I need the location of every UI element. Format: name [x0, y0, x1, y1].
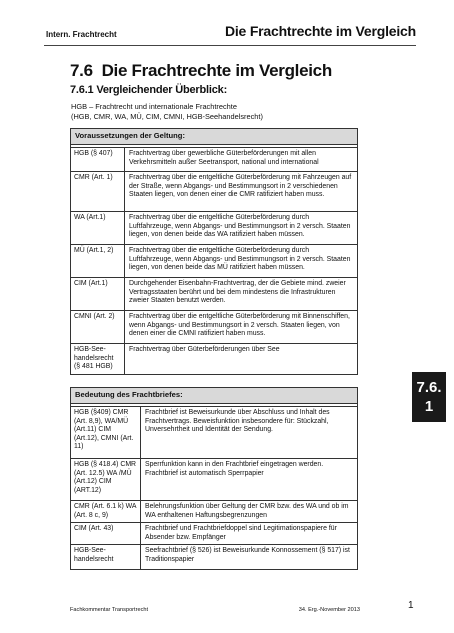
row-text: Frachtbrief und Frachtbriefdoppel sind Legitimationspapiere für Absender bzw. Empfänger: [145, 525, 337, 541]
footer-publication: Fachkommentar Transportrecht: [70, 607, 149, 613]
row-text: Frachtvertrag über die entgeltliche Güterbeförderung mit Fahrzeugen auf der Straße, wenn Abgangs- und Bestimmungsort in 2 verschiedenen Staaten liegen, von denen einer die CMR ratifiziert haben muss.: [129, 174, 352, 199]
row-text: Durchgehender Eisenbahn-Frachtvertrag, der die Gebiete mind. zweier Vertragsstaaten berührt und bei dem mindestens die Infrastrukturen zweier Staaten benutzt werden.: [129, 280, 346, 305]
chapter-tab-line-2: 1: [424, 398, 434, 415]
chapter-tab-marker: [412, 372, 446, 422]
row-label: MÜ (Art.1, 2): [71, 245, 125, 277]
row-label: CMR (Art. 6.1 k) WA (Art. 8 c, 9): [71, 501, 141, 522]
table-row: [71, 277, 357, 310]
row-label: HGB-See-handelsrecht: [71, 545, 141, 569]
waybill-table-heading: Bedeutung des Frachtbriefes:: [71, 388, 357, 404]
table-row: [71, 310, 357, 343]
page-header: [44, 22, 416, 46]
row-label: HGB (§409) CMR (Art. 8,9), WA/MÜ (Art.11) CIM (Art.12), CMNI (Art. 11): [71, 407, 141, 458]
row-text: Frachtbrief ist Beweisurkunde über Abschluss und Inhalt des Frachtvertrags. Beweisfunktion insbesondere für: Stückzahl, Unversehrtheit und Identität der Sendung.: [145, 409, 330, 434]
row-label: WA (Art.1): [71, 212, 125, 244]
row-text: Sperrfunktion kann in den Frachtbrief eingetragen werden. Frachtbrief ist automatisch Sperrpapier: [145, 461, 324, 477]
section-title: 7.6 Die Frachtrechte im Vergleich: [70, 61, 332, 80]
table-row: [71, 544, 357, 569]
header-title: Die Frachtrechte im Vergleich: [224, 23, 416, 39]
row-label: HGB (§ 407): [71, 148, 125, 171]
row-label: CMNI (Art. 2): [71, 311, 125, 343]
table-row: [71, 406, 357, 458]
validity-table-heading: Voraussetzungen der Geltung:: [71, 129, 357, 145]
validity-table: [70, 128, 358, 375]
chapter-tab-line-1: 7.6.: [416, 379, 442, 396]
intro-line-1: HGB – Frachtrecht und internationale Frachtrechte: [71, 102, 237, 111]
row-text: Frachtvertrag über die entgeltliche Güterbeförderung durch Luftfahrzeuge, wenn Abgangs- und Bestimmungsort in 2 versch. Staaten liegen, von denen beide das MÜ ratifiziert haben müssen.: [129, 247, 351, 272]
row-label: CMR (Art. 1): [71, 172, 125, 211]
waybill-table: [70, 387, 358, 570]
page-number: 1: [408, 600, 414, 611]
table-row: [71, 522, 357, 544]
row-text: Seefrachtbrief (§ 526) ist Beweisurkunde Konnossement (§ 517) ist Traditionspapier: [145, 547, 350, 563]
row-text: Frachtvertrag über die entgeltliche Güterbeförderung mit Binnenschiffen, wenn Abgangs- und Bestimmungsort in 2 versch. Staaten liegen, von denen einer die CMNI ratifiziert haben muss.: [129, 313, 350, 338]
table-row: [71, 500, 357, 522]
row-text: Frachtvertrag über die entgeltliche Güterbeförderung durch Luftfahrzeuge, wenn Abgangs- und Bestimmungsort in 2 versch. Staaten liegen, von denen beide das WA ratifiziert haben müssen.: [129, 214, 351, 239]
header-rule: [44, 45, 416, 46]
table-row: [71, 458, 357, 500]
table-row: [71, 211, 357, 244]
row-label: CIM (Art.1): [71, 278, 125, 310]
row-label: HGB (§ 418.4) CMR (Art. 12.5) WA /MÜ (Art.12) CIM (ART.12): [71, 459, 141, 500]
table-row: [71, 171, 357, 211]
row-label: CIM (Art. 43): [71, 523, 141, 544]
row-text: Frachtvertrag über Güterbeförderungen über See: [129, 346, 280, 353]
header-chapter: Intern. Frachtrecht: [46, 30, 117, 39]
table-row: [71, 244, 357, 277]
footer-edition: 34. Erg.-November 2013: [298, 607, 360, 613]
intro-text: [71, 102, 371, 121]
intro-line-2: (HGB, CMR, WA, MÜ, CIM, CMNI, HGB-Seehandelsrecht): [71, 111, 263, 121]
row-label: HGB-See-handelsrecht (§ 481 HGB): [71, 344, 125, 374]
table-row: [71, 343, 357, 374]
row-text: Frachtvertrag über gewerbliche Güterbeförderungen mit allen Verkehrsmitteln außer Seetransport, national und international: [129, 150, 319, 166]
table-row: [71, 147, 357, 171]
subsection-title: 7.6.1 Vergleichender Überblick:: [70, 84, 228, 96]
row-text: Belehrungsfunktion über Geltung der CMR bzw. des WA und ob im WA enthaltenen Haftungsbegrenzungen: [145, 503, 349, 519]
